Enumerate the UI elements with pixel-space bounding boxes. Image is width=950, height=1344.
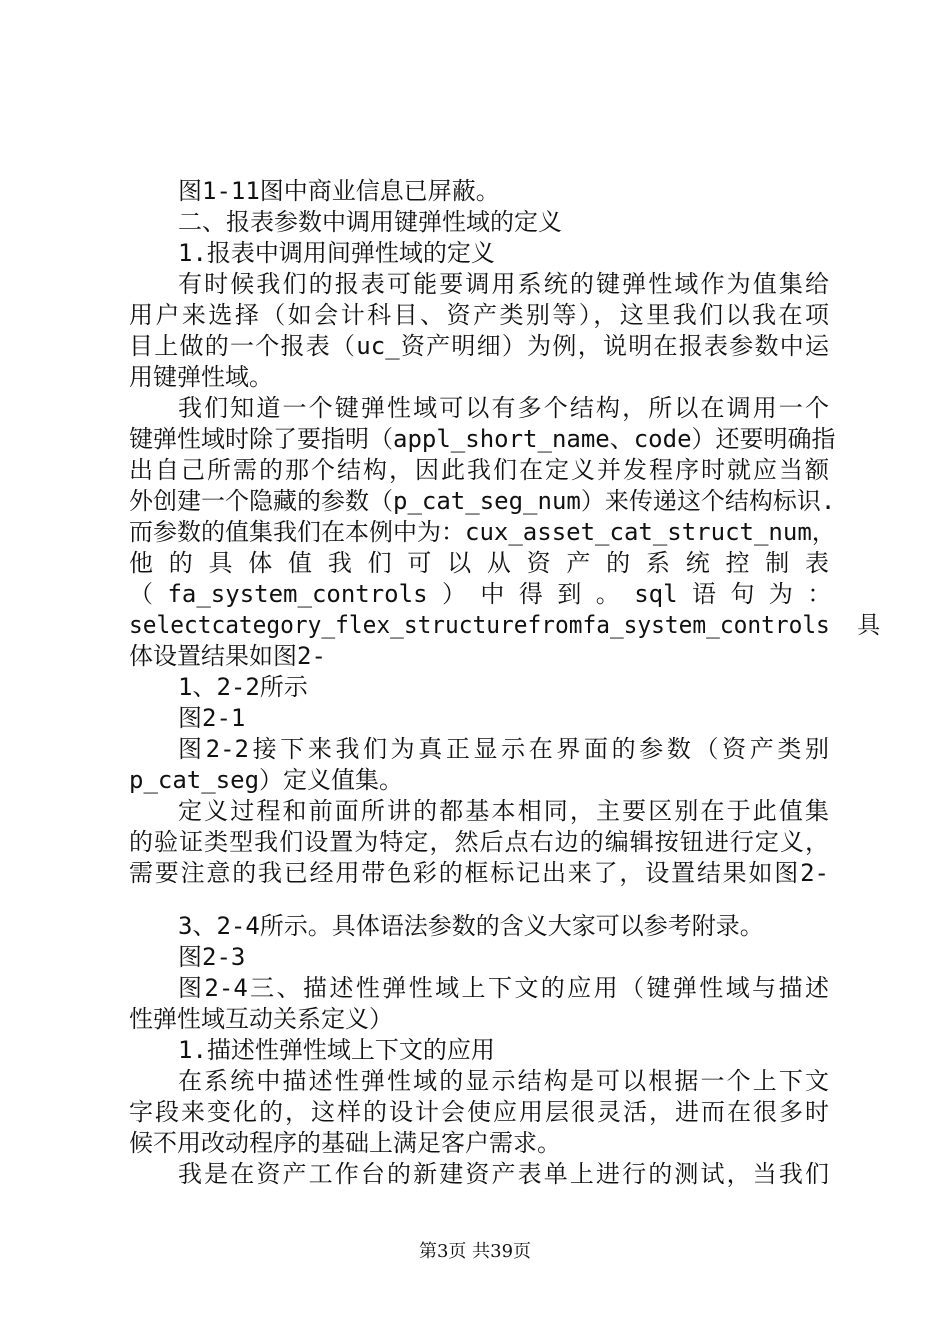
text-line: 3、2-4所示。具体语法参数的含义大家可以参考附录。 xyxy=(178,912,764,940)
text-line: 体设置结果如图2- xyxy=(129,642,326,670)
text-line: 有时候我们的报表可能要调用系统的键弹性域作为值集给 xyxy=(178,270,829,298)
page-number: 第3页 共39页 xyxy=(418,1241,532,1262)
text-line: 在系统中描述性弹性域的显示结构是可以根据一个上下文 xyxy=(178,1067,829,1095)
subsection-heading: 1.描述性弹性域上下文的应用 xyxy=(178,1036,495,1064)
text-line: 用键弹性域。 xyxy=(129,363,273,391)
text-line: 字段来变化的，这样的设计会使应用层很灵活，进而在很多时 xyxy=(129,1098,829,1126)
text-line: p_cat_seg）定义值集。 xyxy=(129,766,404,794)
figure-caption: 图2-1 xyxy=(178,704,246,732)
text-line: 1、2-2所示 xyxy=(178,673,308,701)
text-line: 而参数的值集我们在本例中为：cux_asset_cat_struct_num， xyxy=(129,518,836,546)
text-line: 出自己所需的那个结构，因此我们在定义并发程序时就应当额 xyxy=(129,456,829,484)
text-line: （ fa_system_controls ） 中 得 到 。 sql 语 句 为 ： xyxy=(129,580,832,608)
text-line: 我是在资产工作台的新建资产表单上进行的测试，当我们 xyxy=(178,1160,829,1188)
text-line: 用户来选择（如会计科目、资产类别等），这里我们以我在项 xyxy=(129,301,829,329)
text-line: 他的具体值我们可以从资产的系统控制表 xyxy=(129,549,829,577)
text-line: 外创建一个隐藏的参数（p_cat_seg_num）来传递这个结构标识. xyxy=(129,487,836,515)
text-line: selectcategory_flex_structurefromfa_system_controls 具 xyxy=(129,611,881,639)
text-line: 的验证类型我们设置为特定，然后点右边的编辑按钮进行定义， xyxy=(129,828,829,856)
text-line: 定义过程和前面所讲的都基本相同，主要区别在于此值集 xyxy=(178,797,829,825)
text-line: 需要注意的我已经用带色彩的框标记出来了，设置结果如图2- xyxy=(129,859,829,887)
text-line: 图2-2接下来我们为真正显示在界面的参数（资产类别 xyxy=(178,735,829,763)
section-heading: 二、报表参数中调用键弹性域的定义 xyxy=(178,208,562,236)
text-line: 图2-4三、描述性弹性域上下文的应用（键弹性域与描述 xyxy=(178,974,829,1002)
text-line: 性弹性域互动关系定义） xyxy=(129,1005,393,1033)
figure-caption: 图2-3 xyxy=(178,943,246,971)
text-line: 我们知道一个键弹性域可以有多个结构，所以在调用一个 xyxy=(178,394,829,422)
text-line: 候不用改动程序的基础上满足客户需求。 xyxy=(129,1129,561,1157)
text-line: 键弹性域时除了要指明（appl_short_name、code）还要明确指 xyxy=(129,425,836,453)
subsection-heading: 1.报表中调用间弹性域的定义 xyxy=(178,239,495,267)
text-line: 目上做的一个报表（uc_资产明细）为例，说明在报表参数中运 xyxy=(129,332,829,360)
text-line: 图1-11图中商业信息已屏蔽。 xyxy=(178,177,500,205)
